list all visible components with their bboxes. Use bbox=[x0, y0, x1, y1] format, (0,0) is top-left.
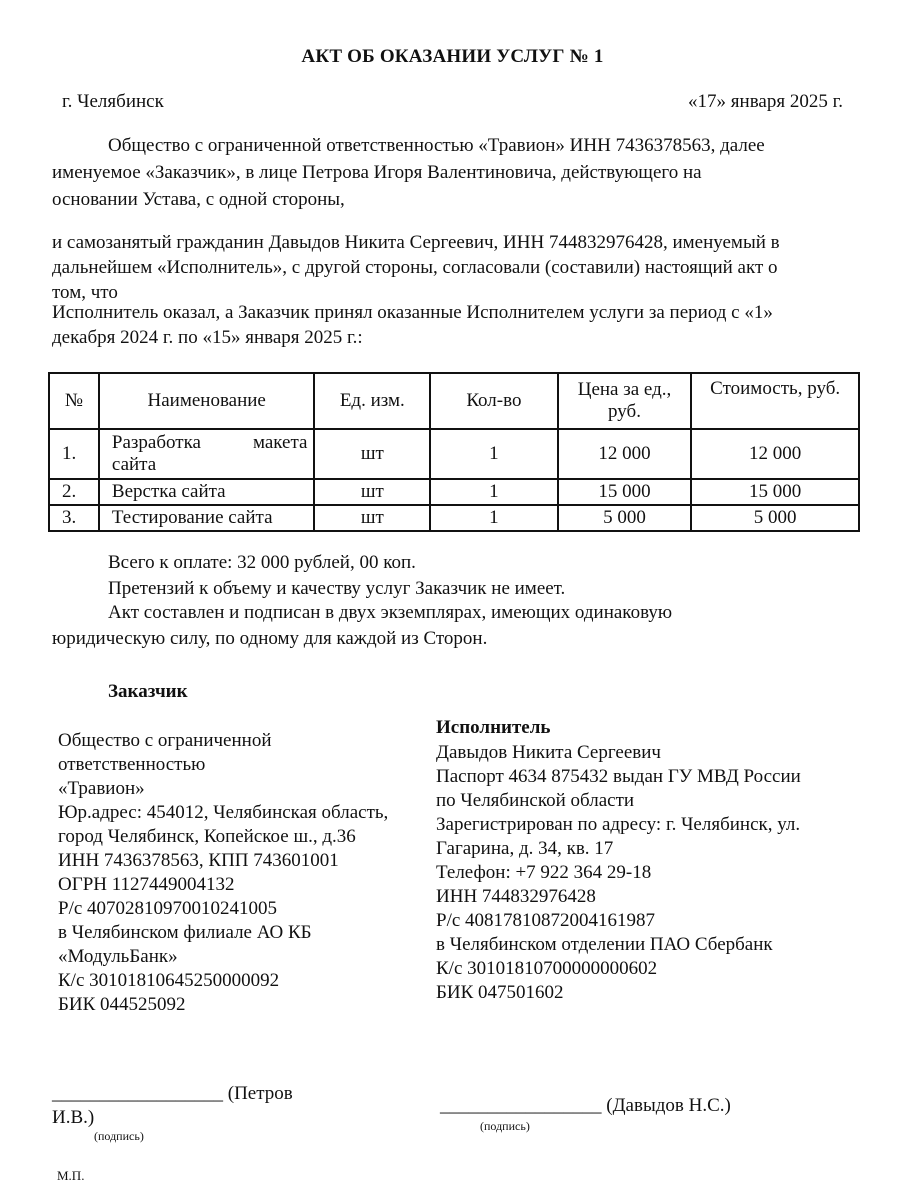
row-qty: 1 bbox=[430, 429, 558, 479]
executor-line: Давыдов Никита Сергеевич bbox=[436, 742, 661, 763]
executor-line: Телефон: +7 922 364 29-18 bbox=[436, 862, 652, 883]
header-price-line: Цена за ед., bbox=[577, 379, 672, 400]
customer-line: ИНН 7436378563, КПП 743601001 bbox=[58, 850, 339, 871]
intro-line: Исполнитель оказал, а Заказчик принял оказанные Исполнителем услуги за период с «1» bbox=[52, 302, 773, 323]
row-name: Верстка сайта bbox=[99, 479, 315, 505]
header-name: Наименование bbox=[99, 373, 315, 429]
summary-copies-line: юридическую силу, по одному для каждой из Сторон. bbox=[52, 628, 488, 649]
header-price bbox=[558, 373, 692, 429]
header-unit: Ед. изм. bbox=[314, 373, 430, 429]
intro-line: Общество с ограниченной ответственностью «Травион» ИНН 7436378563, далее bbox=[108, 135, 765, 156]
services-table bbox=[48, 372, 860, 532]
customer-line: «МодульБанк» bbox=[58, 946, 178, 967]
row-cost: 5 000 bbox=[691, 505, 859, 531]
executor-line: по Челябинской области bbox=[436, 790, 635, 811]
executor-heading: Исполнитель bbox=[436, 717, 551, 738]
row-unit: шт bbox=[314, 479, 430, 505]
customer-signature-caption: (подпись) bbox=[94, 1129, 144, 1143]
intro-line: именуемое «Заказчик», в лице Петрова Игоря Валентиновича, действующего на bbox=[52, 162, 702, 183]
row-unit: шт bbox=[314, 429, 430, 479]
table-header-row bbox=[49, 373, 859, 429]
intro-line: дальнейшем «Исполнитель», с другой стороны, согласовали (составили) настоящий акт о bbox=[52, 257, 778, 278]
row-price: 15 000 bbox=[558, 479, 692, 505]
customer-line: Общество с ограниченной bbox=[58, 730, 272, 751]
row-qty: 1 bbox=[430, 505, 558, 531]
intro-paragraph-period bbox=[52, 300, 848, 350]
row-num: 3. bbox=[49, 505, 99, 531]
executor-line: ИНН 744832976428 bbox=[436, 886, 596, 907]
intro-line: и самозанятый гражданин Давыдов Никита Сергеевич, ИНН 744832976428, именуемый в bbox=[52, 232, 780, 253]
intro-line: том, что bbox=[52, 282, 118, 303]
row-num: 1. bbox=[49, 429, 99, 479]
executor-line: Зарегистрирован по адресу: г. Челябинск, ул. bbox=[436, 814, 801, 835]
intro-line: основании Устава, с одной стороны, bbox=[52, 189, 345, 210]
executor-line: К/с 30101810700000000602 bbox=[436, 958, 658, 979]
row-price: 5 000 bbox=[558, 505, 692, 531]
executor-line: в Челябинском отделении ПАО Сбербанк bbox=[436, 934, 773, 955]
executor-requisites bbox=[436, 741, 801, 1005]
customer-signature-name: И.В.) bbox=[52, 1107, 95, 1128]
summary-copies bbox=[52, 600, 848, 652]
intro-paragraph-executor bbox=[52, 230, 848, 305]
row-num: 2. bbox=[49, 479, 99, 505]
customer-line: город Челябинск, Копейское ш., д.36 bbox=[58, 826, 356, 847]
row-name: Тестирование сайта bbox=[99, 505, 315, 531]
header-price-line: руб. bbox=[608, 401, 641, 422]
row-qty: 1 bbox=[430, 479, 558, 505]
customer-line: в Челябинском филиале АО КБ bbox=[58, 922, 312, 943]
summary-copies-line: Акт составлен и подписан в двух экземплярах, имеющих одинаковую bbox=[108, 602, 673, 623]
intro-paragraph-customer bbox=[52, 132, 848, 213]
document-city: г. Челябинск bbox=[62, 91, 164, 112]
row-price: 12 000 bbox=[558, 429, 692, 479]
executor-line: Гагарина, д. 34, кв. 17 bbox=[436, 838, 614, 859]
row-unit: шт bbox=[314, 505, 430, 531]
executor-line: БИК 047501602 bbox=[436, 982, 564, 1003]
header-qty: Кол-во bbox=[430, 373, 558, 429]
customer-line: «Травион» bbox=[58, 778, 145, 799]
customer-line: БИК 044525092 bbox=[58, 994, 186, 1015]
customer-heading: Заказчик bbox=[108, 681, 188, 702]
row-name-line: Разработка макета bbox=[111, 432, 308, 453]
table-row bbox=[49, 479, 859, 505]
customer-requisites bbox=[58, 729, 388, 1017]
row-name bbox=[99, 429, 315, 479]
executor-signature-caption: (подпись) bbox=[480, 1119, 530, 1133]
table-row bbox=[49, 505, 859, 531]
summary-claims: Претензий к объему и качеству услуг Заказчик не имеет. bbox=[108, 578, 566, 599]
header-cost: Стоимость, руб. bbox=[691, 373, 859, 429]
customer-line: ответственностью bbox=[58, 754, 206, 775]
header-num: № bbox=[49, 373, 99, 429]
row-name-line: сайта bbox=[111, 454, 157, 475]
row-cost: 12 000 bbox=[691, 429, 859, 479]
customer-signature-line: __________________ (Петров bbox=[52, 1083, 293, 1104]
row-cost: 15 000 bbox=[691, 479, 859, 505]
executor-line: Р/с 40817810872004161987 bbox=[436, 910, 656, 931]
customer-line: Юр.адрес: 454012, Челябинская область, bbox=[58, 802, 389, 823]
stamp-placeholder: М.П. bbox=[57, 1168, 85, 1183]
table-row bbox=[49, 429, 859, 479]
document-title: АКТ ОБ ОКАЗАНИИ УСЛУГ № 1 bbox=[301, 46, 604, 67]
executor-signature-line: _________________ (Давыдов Н.С.) bbox=[440, 1095, 731, 1116]
customer-line: ОГРН 1127449004132 bbox=[58, 874, 235, 895]
summary-total: Всего к оплате: 32 000 рублей, 00 коп. bbox=[108, 552, 416, 573]
intro-line: декабря 2024 г. по «15» января 2025 г.: bbox=[52, 327, 363, 348]
customer-line: К/с 30101810645250000092 bbox=[58, 970, 280, 991]
document-date: «17» января 2025 г. bbox=[688, 91, 843, 112]
executor-line: Паспорт 4634 875432 выдан ГУ МВД России bbox=[436, 766, 801, 787]
customer-line: Р/с 40702810970010241005 bbox=[58, 898, 278, 919]
